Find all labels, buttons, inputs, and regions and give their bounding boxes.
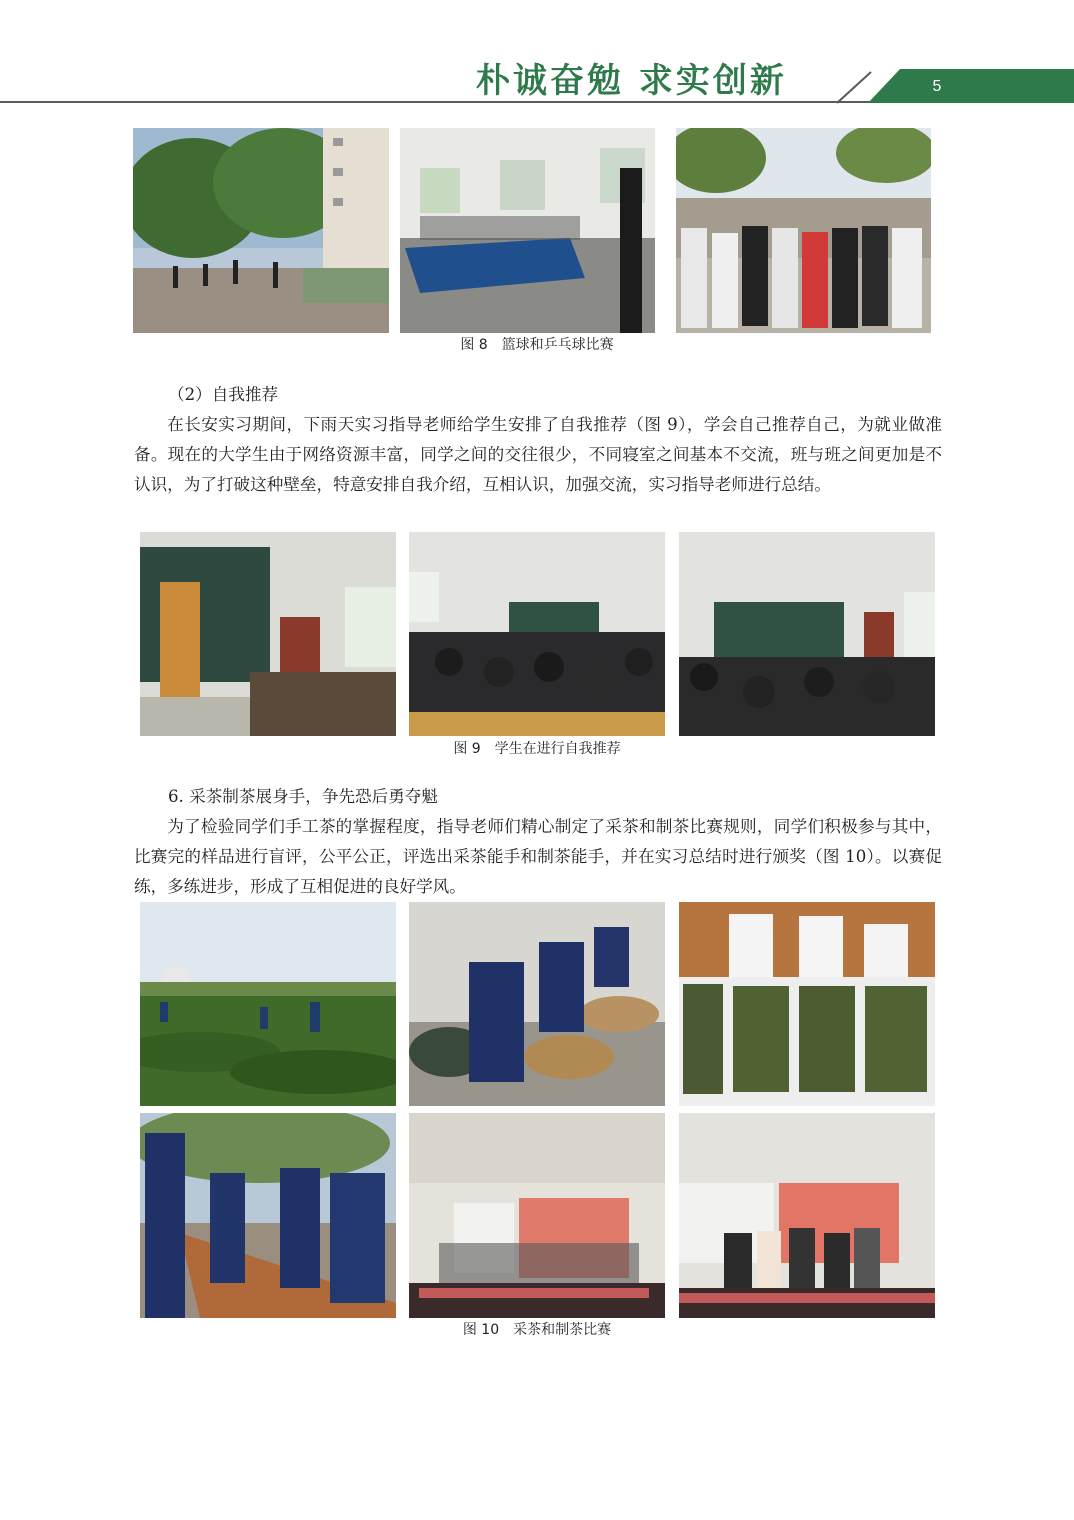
photo-tea-processing-pans <box>409 902 665 1106</box>
photo-award-ceremony-stage <box>409 1113 665 1318</box>
photo-award-group <box>676 128 931 333</box>
photo-classroom-speaker <box>140 532 396 736</box>
photo-award-winners <box>679 1113 935 1318</box>
photo-table-tennis <box>400 128 655 333</box>
figure-9-caption: 图 9 学生在进行自我推荐 <box>453 741 621 757</box>
photo-tea-sample-trays <box>679 902 935 1106</box>
photo-tea-judging <box>140 1113 396 1318</box>
paragraph-self-recommend: 在长安实习期间，下雨天实习指导老师给学生安排了自我推荐（图 9），学会自己推荐自己，为就业做准备。现在的大学生由于网络资源丰富，同学之间的交往很少，不同寝室之间基本不交流，班与班之间更加是不认识，为了打破这种壁垒，特意安排自我介绍，互相认识，加强交流，实习指导老师进行总结。 <box>134 415 942 494</box>
section-heading-tea-competition: 6. 采茶制茶展身手，争先恐后勇夺魁 <box>168 787 439 806</box>
photo-tea-garden-picking <box>140 902 396 1106</box>
photo-classroom-audience <box>409 532 665 736</box>
figure-10-caption: 图 10 采茶和制茶比赛 <box>462 1322 612 1338</box>
header-motto: 朴诚奋勉 求实创新 <box>476 61 787 101</box>
photo-classroom-wide <box>679 532 935 736</box>
paragraph-tea-competition: 为了检验同学们手工茶的掌握程度，指导老师们精心制定了采茶和制茶比赛规则，同学们积极参与其中，比赛完的样品进行盲评，公平公正，评选出采茶能手和制茶能手，并在实习总结时进行颁奖（图 10）。以赛促练，多练进步，形成了互相促进的良好学风。 <box>134 817 942 896</box>
figure-8-caption: 图 8 篮球和乒乓球比赛 <box>460 337 614 353</box>
section-heading-self-recommend: （2）自我推荐 <box>168 385 279 404</box>
page-number: 5 <box>932 78 942 95</box>
photo-basketball-court <box>133 128 389 333</box>
